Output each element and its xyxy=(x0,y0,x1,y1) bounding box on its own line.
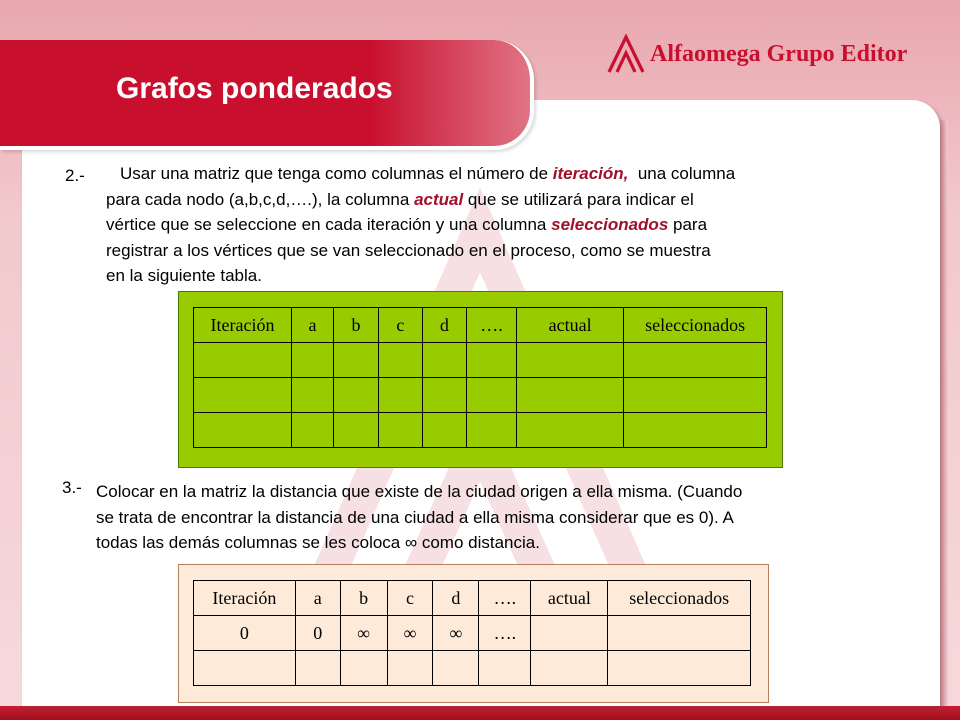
table-row xyxy=(194,343,767,378)
table-cell xyxy=(422,413,466,448)
item-3-number: 3.- xyxy=(62,478,82,497)
table-header-cell: d xyxy=(433,581,479,616)
alfaomega-triangle-icon xyxy=(606,34,646,74)
publisher-logo xyxy=(606,34,907,74)
keyword-seleccionados: seleccionados xyxy=(551,215,669,234)
table-cell xyxy=(479,651,531,686)
table-header-cell: d xyxy=(422,308,466,343)
text: registrar a los vértices que se van seleccionado en el proceso, como se muestra xyxy=(106,240,711,260)
table-cell xyxy=(422,378,466,413)
iteration-table-1 xyxy=(193,307,767,448)
table-header-cell: b xyxy=(340,581,387,616)
table-cell xyxy=(292,413,334,448)
table-cell xyxy=(466,413,516,448)
table-cell xyxy=(517,343,624,378)
table-header-cell: c xyxy=(378,308,422,343)
table-cell xyxy=(334,413,379,448)
table-header-row xyxy=(194,308,767,343)
table-row xyxy=(194,616,751,651)
table-cell xyxy=(292,343,334,378)
table-cell xyxy=(608,616,751,651)
table-cell xyxy=(194,343,292,378)
table-header-cell: seleccionados xyxy=(624,308,767,343)
keyword-actual: actual xyxy=(414,189,464,209)
table-row xyxy=(194,651,751,686)
table-cell xyxy=(624,378,767,413)
table-header-cell: …. xyxy=(466,308,516,343)
table-header-row xyxy=(194,581,751,616)
item-2-paragraph xyxy=(106,161,896,289)
panel-shadow-edge xyxy=(940,120,948,706)
table-header-cell: a xyxy=(295,581,340,616)
table-cell: ∞ xyxy=(433,616,479,651)
text: para xyxy=(668,215,708,234)
table-cell xyxy=(531,651,608,686)
text: para cada nodo (a,b,c,d,….), la columna xyxy=(106,189,415,209)
table-cell xyxy=(194,413,292,448)
item-3-line: todas las demás columnas se les coloca ∞ como distancia. xyxy=(96,533,540,552)
table-header-cell: c xyxy=(387,581,433,616)
table-cell xyxy=(466,378,516,413)
table-cell: 0 xyxy=(295,616,340,651)
bottom-bar xyxy=(0,706,960,720)
table-cell xyxy=(378,343,422,378)
table-header-cell: seleccionados xyxy=(608,581,751,616)
table-cell xyxy=(334,343,379,378)
item-2-line xyxy=(106,161,896,187)
table-cell xyxy=(466,343,516,378)
table-header-cell: actual xyxy=(517,308,624,343)
table-cell: …. xyxy=(479,616,531,651)
page-title: Grafos ponderados xyxy=(116,72,393,105)
table-cell xyxy=(340,651,387,686)
text: en la siguiente tabla. xyxy=(106,266,262,285)
item-2-number: 2.- xyxy=(65,166,85,185)
table-cell xyxy=(295,651,340,686)
text: una columna xyxy=(628,164,736,183)
item-3-line: Colocar en la matriz la distancia que existe de la ciudad origen a ella misma. (Cuando xyxy=(96,482,743,501)
table-cell xyxy=(517,413,624,448)
table-header-cell: actual xyxy=(531,581,608,616)
table-header-cell: …. xyxy=(479,581,531,616)
table-cell: 0 xyxy=(194,616,296,651)
text: vértice que se seleccione en cada iteración y una columna xyxy=(106,215,552,234)
table-cell xyxy=(387,651,433,686)
table-row xyxy=(194,378,767,413)
item-2-line xyxy=(106,263,896,289)
logo-text: Alfaomega Grupo Editor xyxy=(650,40,908,67)
table-cell xyxy=(194,378,292,413)
table-cell xyxy=(292,378,334,413)
item-2-line xyxy=(106,238,896,264)
table-cell xyxy=(378,413,422,448)
item-3-line: se trata de encontrar la distancia de una ciudad a ella misma considerar que es 0). A xyxy=(96,507,734,527)
table-cell xyxy=(624,343,767,378)
table-cell xyxy=(422,343,466,378)
item-2-line xyxy=(106,187,896,213)
iteration-table-2 xyxy=(193,580,751,686)
table-cell xyxy=(194,651,296,686)
table-cell xyxy=(334,378,379,413)
table-cell xyxy=(433,651,479,686)
text: que se utilizará para indicar el xyxy=(463,189,694,209)
table-row xyxy=(194,413,767,448)
table-header-cell: Iteración xyxy=(194,581,296,616)
table-cell xyxy=(517,378,624,413)
table-cell: ∞ xyxy=(340,616,387,651)
item-2-line xyxy=(106,212,896,238)
table-cell xyxy=(378,378,422,413)
item-3-paragraph xyxy=(96,479,926,556)
table-cell xyxy=(624,413,767,448)
table-cell xyxy=(531,616,608,651)
table-header-cell: b xyxy=(334,308,379,343)
keyword-iteracion: iteración, xyxy=(552,164,629,183)
table-header-cell: Iteración xyxy=(194,308,292,343)
table-header-cell: a xyxy=(292,308,334,343)
table-cell xyxy=(608,651,751,686)
text: Usar una matriz que tenga como columnas el número de xyxy=(120,164,553,183)
table-cell: ∞ xyxy=(387,616,433,651)
